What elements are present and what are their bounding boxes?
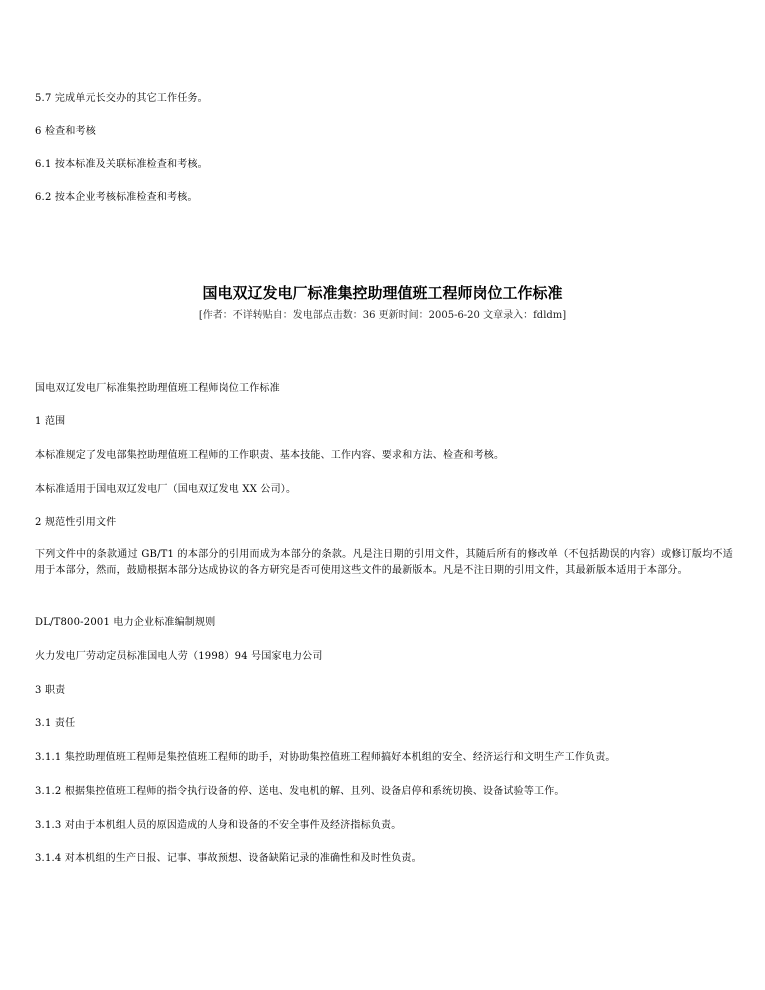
item-3-1-3: 3.1.3 对由于本机组人员的原因造成的人身和设备的不安全事件及经济指标负责。 xyxy=(35,820,402,831)
article-meta: [作者：不详转贴自：发电部点击数：36 更新时间：2005-6-20 文章录入：fdldm] xyxy=(198,310,567,321)
item-6-1: 6.1 按本标准及关联标准检查和考核。 xyxy=(35,159,208,170)
applicability-paragraph: 本标准适用于国电双辽发电厂（国电双辽发电 XX 公司）。 xyxy=(35,484,297,495)
item-5-7: 5.7 完成单元长交办的其它工作任务。 xyxy=(35,93,208,104)
section-2-heading: 2 规范性引用文件 xyxy=(35,517,117,528)
section-3-heading: 3 职责 xyxy=(35,685,66,696)
reference-2: 火力发电厂劳动定员标准国电人劳（1998）94 号国家电力公司 xyxy=(35,651,323,662)
scope-paragraph: 本标准规定了发电部集控助理值班工程师的工作职责、基本技能、工作内容、要求和方法、检查和考核。 xyxy=(35,450,505,461)
article-title: 国电双辽发电厂标准集控助理值班工程师岗位工作标准 xyxy=(202,284,563,302)
section-3-1-heading: 3.1 责任 xyxy=(35,718,76,729)
reference-1: DL/T800-2001 电力企业标准编制规则 xyxy=(35,617,216,628)
references-paragraph: 下列文件中的条款通过 GB/T1 的本部分的引用而成为本部分的条款。凡是注日期的引用文件，其随后所有的修改单（不包括勘误的内容）或修订版均不适用于本部分，然而，鼓励根据本部分达成协议的各方研究是否可使用这些文件的最新版本。凡是不注日期的引用文件，其最新版本适用于本部分。 xyxy=(35,549,733,576)
section-1-heading: 1 范围 xyxy=(35,416,66,427)
section-6-heading: 6 检查和考核 xyxy=(35,126,96,137)
body-heading: 国电双辽发电厂标准集控助理值班工程师岗位工作标准 xyxy=(35,383,280,394)
item-3-1-4: 3.1.4 对本机组的生产日报、记事、事故预想、设备缺陷记录的准确性和及时性负责。 xyxy=(35,853,422,864)
item-3-1-1: 3.1.1 集控助理值班工程师是集控值班工程师的助手，对协助集控值班工程师搞好本机组的安全、经济运行和文明生产工作负责。 xyxy=(35,752,616,763)
item-3-1-2: 3.1.2 根据集控值班工程师的指令执行设备的停、送电、发电机的解、且列、设备启停和系统切换、设备试验等工作。 xyxy=(35,786,565,797)
item-6-2: 6.2 按本企业考核标准检查和考核。 xyxy=(35,192,198,203)
